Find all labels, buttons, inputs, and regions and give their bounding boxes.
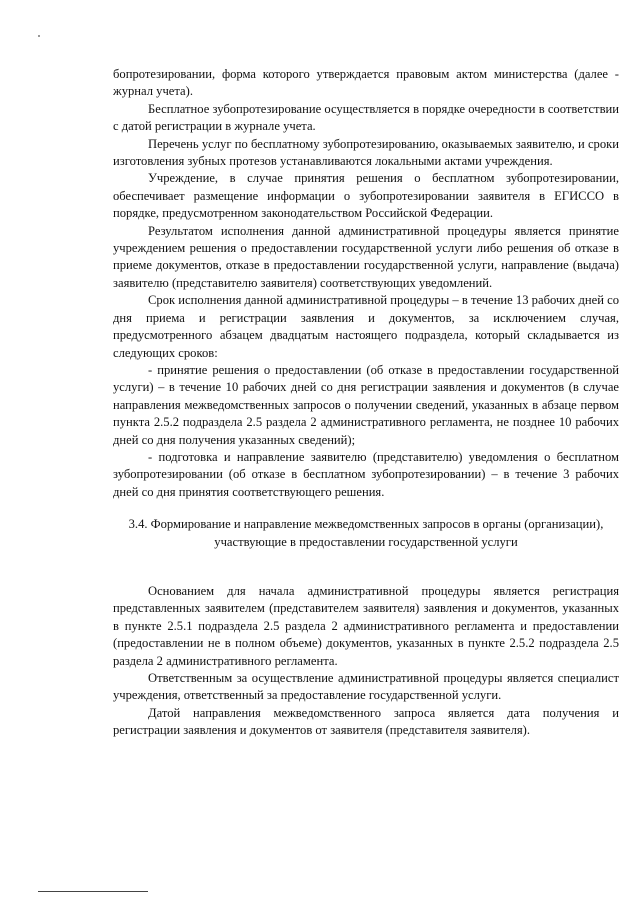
list-item: - принятие решения о предоставлении (об отказе в предоставлении государственной услуги) – в течение 10 рабочих дней со дня регистрации заявления и документов (в случае направления межведомственных запросов о получении сведений, указанных в абзаце первом пункта 2.5.2 подраздела 2.5 раздела 2 административного регламента, не позднее 10 рабочих дней со дня получения указанных сведений); — [113, 362, 619, 447]
paragraph: Срок исполнения данной административной процедуры – в течение 13 рабочих дней со дня приема и регистрации заявления и документов, за исключением случая, предусмотренного абзацем двадцатым настоящего подраздела, который складывается из следующих сроков: — [113, 293, 619, 360]
document-body — [113, 66, 619, 740]
paragraph: бопротезировании, форма которого утверждается правовым актом министерства (далее - журнал учета). — [113, 67, 619, 99]
paragraph: Результатом исполнения данной административной процедуры является принятие учреждением решения о предоставлении государственной услуги либо решения об отказе в приеме документов, отказе в предоставлении государственной услуги, направление (выдача) заявителю (представителю заявителя) соответствующих уведомлений. — [113, 223, 619, 290]
footnote-rule — [38, 891, 148, 892]
paragraph: Бесплатное зубопротезирование осуществляется в порядке очередности в соответствии с датой регистрации в журнале учета. — [113, 101, 619, 134]
paragraph: Перечень услуг по бесплатному зубопротезированию, оказываемых заявителю, и сроки изготовления зубных протезов устанавливаются локальными актами учреждения. — [113, 136, 619, 169]
paragraph: Учреждение, в случае принятия решения о бесплатном зубопротезировании, обеспечивает размещение информации о зубопротезировании заявителя в ЕГИССО в порядке, предусмотренном законодательством Российской Федерации. — [113, 171, 619, 221]
paragraph: Ответственным за осуществление административной процедуры является специалист учреждения, ответственный за предоставление государственной услуги. — [113, 671, 619, 703]
paragraph: Датой направления межведомственного запроса является дата получения и регистрации заявления и документов от заявителя (представителя заявителя). — [113, 705, 619, 738]
section-heading: 3.4. Формирование и направление межведомственных запросов в органы (организации), участвующие в предоставлении государственной услуги — [128, 517, 604, 549]
paragraph: Основанием для начала административной процедуры является регистрация представленных заявителем (представителем заявителя) заявления и документов, указанных в пункте 2.5.1 подраздела 2.5 раздела 2 административного регламента и предоставлении (предоставлении не в полном объеме) документов, указанных в пункте 2.5.2 подраздела 2.5 раздела 2 административного регламента. — [113, 583, 619, 668]
scan-speck — [38, 35, 40, 37]
list-item: - подготовка и направление заявителю (представителю) уведомления о бесплатном зубопротезировании (об отказе в бесплатном зубопротезировании) – в течение 3 рабочих дней со дня принятия соответствующего решения. — [113, 449, 619, 499]
